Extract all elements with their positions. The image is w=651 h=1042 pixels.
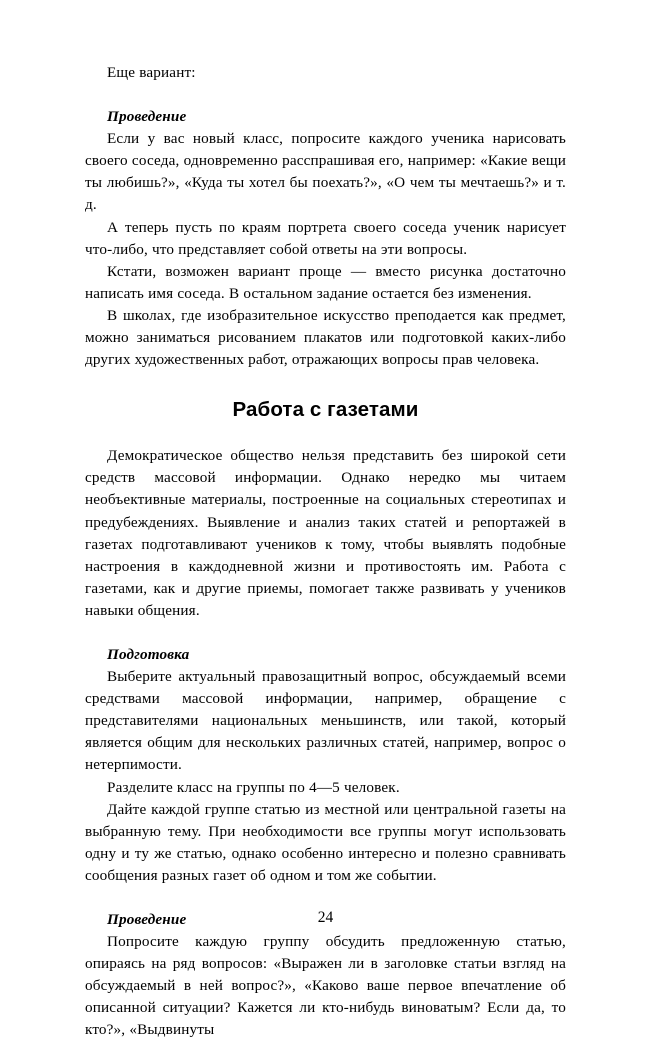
subheading-podgotovka: Подготовка bbox=[107, 645, 190, 663]
paragraph: Если у вас новый класс, попросите каждого ученика нарисовать своего соседа, одновременно расспрашивая его, например: «Какие вещи ты любишь?», «Куда ты хотел бы поехать?», «О чем ты мечтаешь?» и т. д. bbox=[85, 130, 566, 214]
subheading-provedenie-2: Проведение bbox=[107, 911, 187, 928]
opening-line: Еще вариант: bbox=[107, 64, 196, 81]
intro-paragraph: Демократическое общество нельзя представить без широкой сети средств массовой информации. Однако нередко мы читаем необъективные материалы, построенные на социальных стереотипах и предубеждениях. Выявление и анализ таких статей и репортажей в газетах подготавливают учеников к тому, чтобы выявлять подобные настроения в каждодневной жизни и противостоять им. Работа с газетами, как и другие приемы, помогает также развивать у учеников навыки общения. bbox=[85, 447, 566, 619]
spacer bbox=[85, 84, 566, 106]
spacer bbox=[85, 622, 566, 644]
text-column bbox=[85, 62, 566, 1042]
section-heading-newspapers: Работа с газетами bbox=[232, 398, 419, 422]
paragraph: Выберите актуальный правозащитный вопрос, обсуждаемый всеми средствами массовой информации, например, обращение с представителями национальных меньшинств, или такой, который является общим для нескольких различных статей, например, вопрос о нетерпимости. bbox=[85, 668, 566, 774]
paragraph: А теперь пусть по краям портрета своего соседа ученик нарисует что-либо, что представляет собой ответы на эти вопросы. bbox=[85, 218, 566, 258]
paragraph: Кстати, возможен вариант проще — вместо рисунка достаточно написать имя соседа. В остальном задание остается без изменения. bbox=[85, 262, 566, 302]
subheading-provedenie-1: Проведение bbox=[107, 108, 187, 126]
paragraph: Дайте каждой группе статью из местной или центральной газеты на выбранную тему. При необходимости все группы могут использовать одну и ту же статью, однако особенно интересно и полезно сравнивать сообщения разных газет об одном и том же событии. bbox=[85, 800, 566, 884]
paragraph: Попросите каждую группу обсудить предложенную статью, опираясь на ряд вопросов: «Выражен ли в заголовке статьи взгляд на обсуждаемый в ней вопрос?», «Каково ваше первое впечатление об описанной ситуации? Кажется ли кто-нибудь виноватым? Если да, то кто?», «Выдвинуты bbox=[85, 933, 566, 1039]
page-number: 24 bbox=[317, 909, 334, 926]
spacer bbox=[85, 887, 566, 909]
spacer bbox=[85, 423, 566, 445]
spacer bbox=[85, 371, 566, 397]
paragraph: Разделите класс на группы по 4—5 человек. bbox=[107, 778, 400, 796]
paragraph: В школах, где изобразительное искусство преподается как предмет, можно заниматься рисованием плакатов или подготовкой каких-либо других художественных работ, отражающих вопросы прав человека. bbox=[85, 306, 566, 369]
